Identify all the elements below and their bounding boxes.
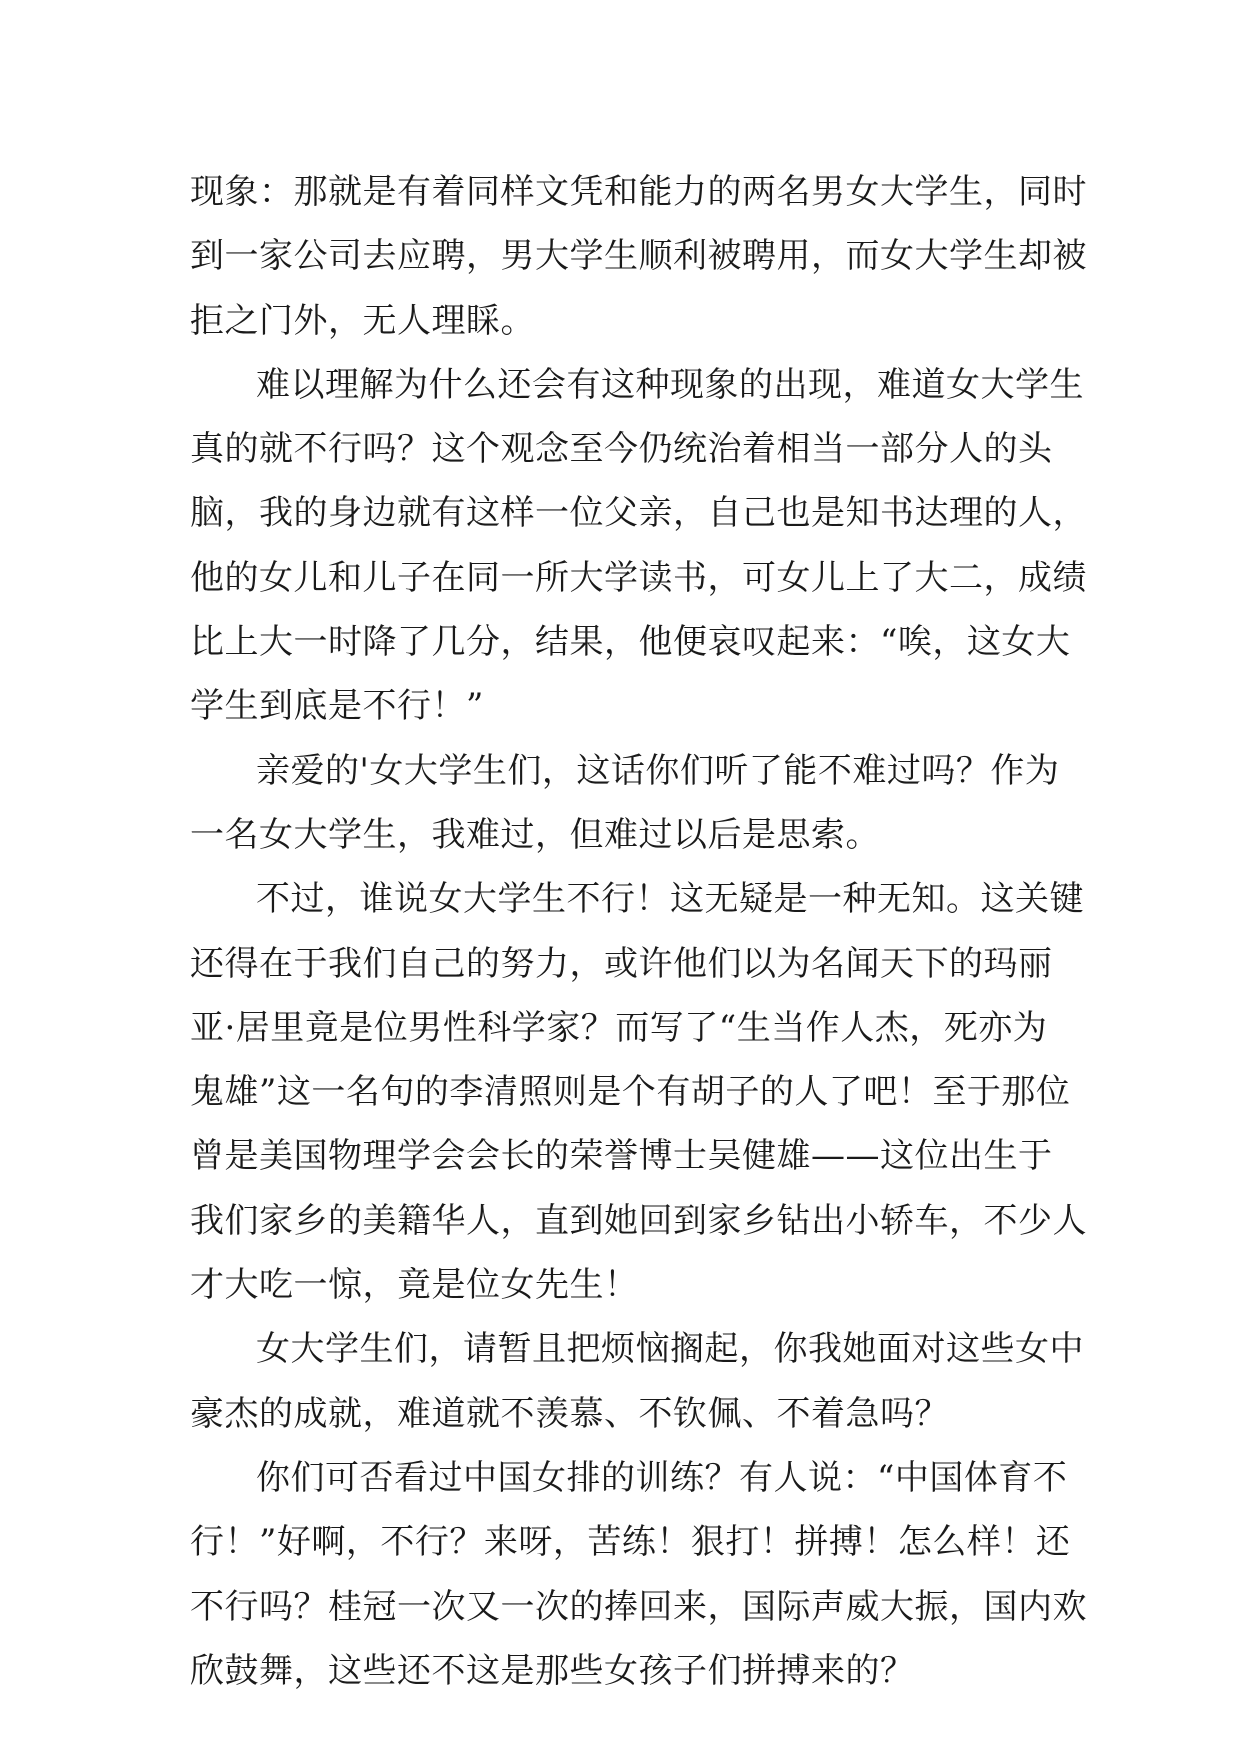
text-line: 真的就不行吗？这个观念至今仍统治着相当一部分人的头 (190, 429, 1053, 470)
text-line: 他的女儿和儿子在同一所大学读书，可女儿上了大二，成绩 (190, 557, 1087, 598)
text-line: 拒之门外，无人理睬。 (190, 300, 535, 341)
text-line: 亲爱的'女大学生们，这话你们听了能不难过吗？作为 (256, 750, 1060, 791)
text-line: 行！”好啊，不行？来呀，苦练！狠打！拼搏！怎么样！还 (190, 1522, 1071, 1563)
document-body (190, 160, 1087, 1703)
text-line: 难以理解为什么还会有这种现象的出现，难道女大学生 (256, 364, 1084, 405)
text-line: 不行吗？桂冠一次又一次的捧回来，国际声威大振，国内欢 (190, 1586, 1087, 1627)
text-line: 学生到底是不行！” (190, 686, 484, 727)
text-line: 才大吃一惊，竟是位女先生！ (190, 1265, 639, 1306)
text-line: 现象：那就是有着同样文凭和能力的两名男女大学生，同时 (190, 172, 1087, 212)
text-line: 比上大一时降了几分，结果，他便哀叹起来：“唉，这女大 (190, 622, 1071, 663)
text-line: 鬼雄”这一名句的李清照则是个有胡子的人了吧！至于那位 (190, 1072, 1071, 1113)
text-line: 脑，我的身边就有这样一位父亲，自己也是知书达理的人， (190, 493, 1087, 534)
text-line: 我们家乡的美籍华人，直到她回到家乡钻出小轿车，不少人 (190, 1200, 1087, 1241)
text-line: 一名女大学生，我难过，但难过以后是思索。 (190, 814, 880, 855)
text-line: 欣鼓舞，这些还不这是那些女孩子们拼搏来的？ (190, 1650, 915, 1691)
text-line: 女大学生们，请暂且把烦恼搁起，你我她面对这些女中 (256, 1329, 1084, 1370)
text-line: 到一家公司去应聘，男大学生顺利被聘用，而女大学生却被 (190, 236, 1087, 277)
text-line: 豪杰的成就，难道就不羡慕、不钦佩、不着急吗？ (190, 1393, 949, 1434)
text-line: 亚·居里竟是位男性科学家？而写了“生当作人杰，死亦为 (190, 1007, 1048, 1048)
text-line: 不过，谁说女大学生不行！这无疑是一种无知。这关键 (256, 879, 1084, 920)
text-line: 曾是美国物理学会会长的荣誉博士吴健雄——这位出生于 (190, 1136, 1053, 1177)
text-line: 你们可否看过中国女排的训练？有人说：“中国体育不 (256, 1457, 1068, 1498)
text-line: 还得在于我们自己的努力，或许他们以为名闻天下的玛丽 (190, 943, 1053, 984)
